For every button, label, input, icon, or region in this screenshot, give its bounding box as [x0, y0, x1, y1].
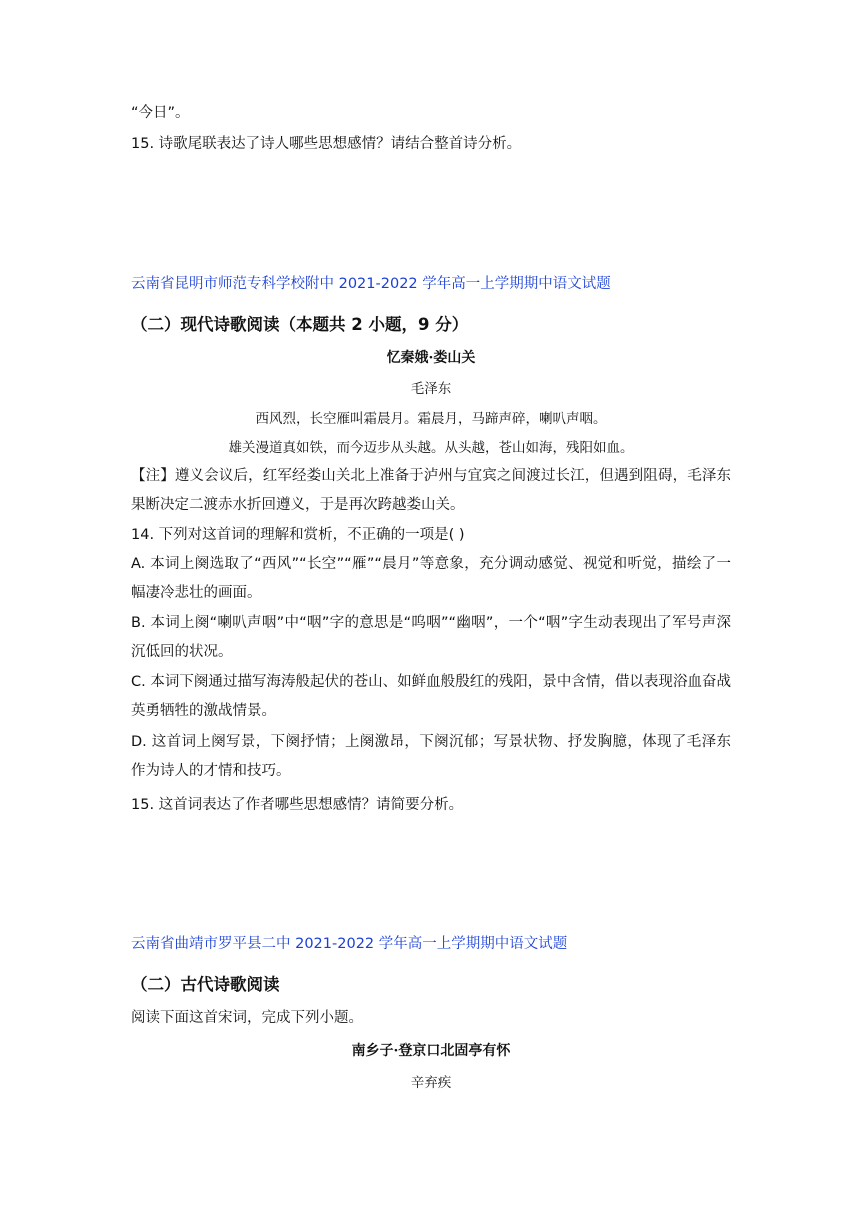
- option-b: B. 本词上阕“喇叭声咽”中“咽”字的意思是“呜咽”“幽咽”，一个“咽”字生动表现出了军号声深沉低回的状况。: [131, 615, 731, 660]
- section-heading-ancient-poetry: （二）古代诗歌阅读: [131, 975, 280, 994]
- option-a: A. 本词上阕选取了“西风”“长空”“雁”“晨月”等意象，充分调动感觉、视觉和听觉，描绘了一幅凄冷悲壮的画面。: [131, 556, 731, 601]
- question-14: 14. 下列对这首词的理解和赏析，不正确的一项是( ): [131, 527, 465, 543]
- poem-title-yiqin-e: 忆秦娥·娄山关: [386, 350, 476, 366]
- reading-instruction: 阅读下面这首宋词，完成下列小题。: [131, 1010, 363, 1026]
- poem-line-1: 西风烈，长空雁叫霜晨月。霜晨月，马蹄声碎，喇叭声咽。: [255, 411, 607, 427]
- option-d: D. 这首词上阕写景，下阕抒情；上阕激昂，下阕沉郁；写景状物、抒发胸臆，体现了毛泽东作为诗人的才情和技巧。: [131, 734, 731, 779]
- source-link-kunming[interactable]: 云南省昆明市师范专科学校附中 2021-2022 学年高一上学期期中语文试题: [131, 276, 611, 292]
- question-15-poem-1: 15. 诗歌尾联表达了诗人哪些思想感情？请结合整首诗分析。: [131, 136, 522, 152]
- continued-text: “今日”。: [131, 105, 190, 121]
- option-c: C. 本词下阕通过描写海涛般起伏的苍山、如鲜血般殷红的残阳，景中含情，借以表现浴血奋战英勇牺牲的激战情景。: [131, 674, 731, 719]
- source-link-qujing[interactable]: 云南省曲靖市罗平县二中 2021-2022 学年高一上学期期中语文试题: [131, 936, 568, 952]
- poem-author-xin: 辛弃疾: [410, 1075, 452, 1091]
- poem-title-nanxiangzi: 南乡子·登京口北固亭有怀: [351, 1043, 511, 1059]
- question-15-poem-2: 15. 这首词表达了作者哪些思想感情？请简要分析。: [131, 797, 464, 813]
- section-heading-modern-poetry: （二）现代诗歌阅读（本题共 2 小题，9 分）: [131, 315, 469, 334]
- poem-author-mao: 毛泽东: [410, 381, 452, 397]
- poem-line-2: 雄关漫道真如铁，而今迈步从头越。从头越，苍山如海，残阳如血。: [228, 440, 634, 456]
- poem-note: 【注】遵义会议后，红军经娄山关北上准备于泸州与宜宾之间渡过长江，但遇到阻碍，毛泽东果断决定二渡赤水折回遵义，于是再次跨越娄山关。: [131, 468, 731, 513]
